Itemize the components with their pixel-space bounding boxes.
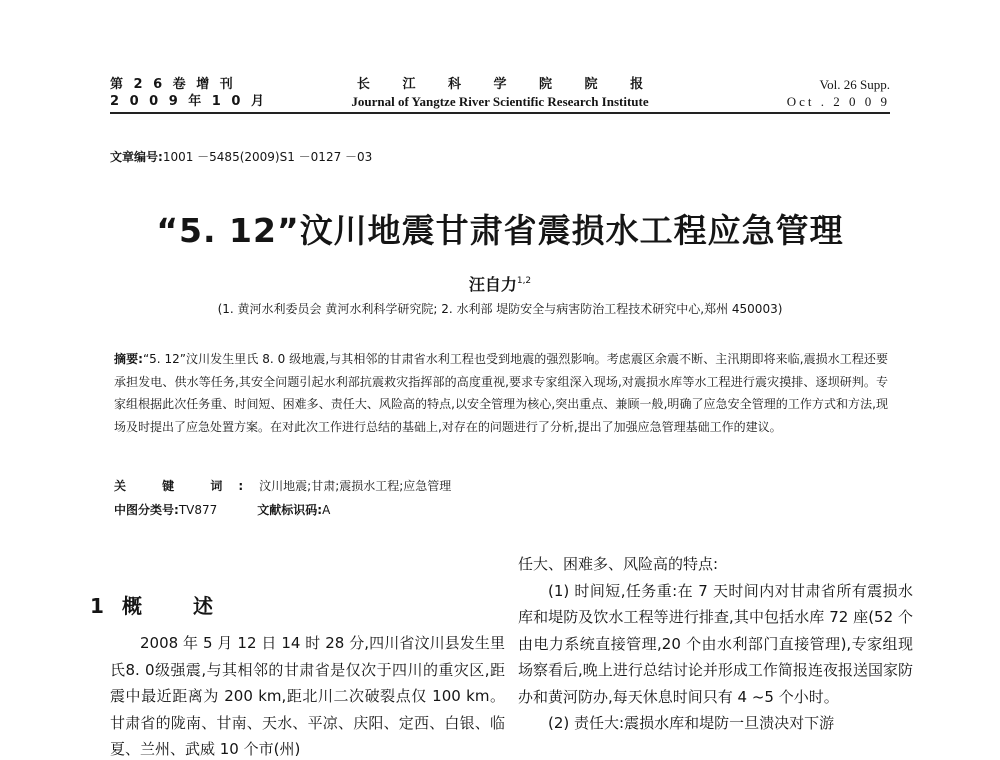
keywords-label: 关 键 词: bbox=[114, 479, 260, 493]
keywords bbox=[114, 477, 451, 494]
article-number-label: 文章编号: bbox=[110, 150, 163, 164]
header-issue-info bbox=[110, 76, 267, 110]
header-volume: 第 2 6 卷 增 刊 bbox=[110, 77, 236, 92]
left-column bbox=[110, 630, 505, 760]
right-paragraph-continued: 任大、困难多、风险高的特点: bbox=[518, 555, 719, 573]
clc-value: TV877 bbox=[178, 503, 218, 517]
article-number-value: 1001 －5485(2009)S1 －0127 －03 bbox=[162, 150, 373, 164]
abstract-text: “5. 12”汶川发生里氏 8. 0 级地震,与其相邻的甘肃省水利工程也受到地震的强烈影响。考虑震区余震不断、主汛期即将来临,震损水工程还要承担发电、供水等任务,其安全问题引起水利部抗震救灾指挥部的高度重视,要求专家组深入现场,对震损水库等水工程进行震灾摸排、逐坝研判。专家组根据此次任务重、时间短、困难多、责任大、风险高的特点,以安全管理为核心,突出重点、兼顾一般,明确了应急安全管理的工作方式和方法,现场及时提出了应急处置方案。在对此次工作进行总结的基础上,对存在的问题进行了分析,提出了加强应急管理基础工作的建议。 bbox=[114, 352, 888, 434]
keywords-text: 汶川地震;甘肃;震损水工程;应急管理 bbox=[259, 479, 452, 493]
section-number: 1 bbox=[90, 594, 106, 618]
section-heading bbox=[90, 590, 235, 619]
header-vol-supp: Vol. 26 Supp. bbox=[819, 77, 890, 92]
author-line bbox=[110, 272, 890, 295]
header-journal bbox=[330, 76, 670, 110]
doc-code-value: A bbox=[322, 503, 331, 517]
classification bbox=[114, 501, 330, 518]
article-number bbox=[110, 148, 372, 165]
journal-name-cn: 长 江 科 学 院 院 报 bbox=[356, 77, 658, 92]
right-column bbox=[518, 551, 913, 737]
header-volume-en bbox=[770, 76, 890, 110]
abstract bbox=[114, 348, 888, 438]
author-affil-mark: 1,2 bbox=[516, 276, 532, 286]
left-paragraph: 2008 年 5 月 12 日 14 时 28 分,四川省汶川县发生里氏8. 0级强震,与其相邻的甘肃省是仅次于四川的重灾区,距震中最近距离为 200 km,距北川二次破裂点仅 100 km。甘肃省的陇南、甘南、天水、平凉、庆阳、定西、白银、临夏、兰州、武威 10 个市(州) bbox=[110, 634, 505, 758]
journal-name-en: Journal of Yangtze River Scientific Research Institute bbox=[351, 94, 649, 109]
affiliation: (1. 黄河水利委员会 黄河水利科学研究院; 2. 水利部 堤防安全与病害防治工程技术研究中心,郑州 450003) bbox=[217, 302, 783, 316]
section-title: 概 述 bbox=[122, 594, 235, 618]
abstract-label: 摘要: bbox=[114, 352, 143, 366]
header-date: 2 0 0 9 年 1 0 月 bbox=[110, 94, 267, 109]
clc-label: 中图分类号: bbox=[114, 503, 179, 517]
header-rule bbox=[110, 112, 890, 114]
doc-code-label: 文献标识码: bbox=[257, 503, 323, 517]
header-month-year: Oct . 2 0 0 9 bbox=[786, 94, 890, 109]
paper-title: “5. 12”汶川地震甘肃省震损水工程应急管理 bbox=[156, 211, 844, 250]
author-name: 汪自力 bbox=[468, 275, 517, 294]
right-paragraph-1: (1) 时间短,任务重:在 7 天时间内对甘肃省所有震损水库和堤防及饮水工程等进行排查,其中包括水库 72 座(52 个由电力系统直接管理,20 个由水利部门直接管理),专家组现场察看后,晚上进行总结讨论并形成工作简报连夜报送国家防办和黄河防办,每天休息时间只有 4 ~5 个小时。 bbox=[518, 581, 913, 706]
right-paragraph-2: (2) 责任大:震损水库和堤防一旦溃决对下游 bbox=[548, 714, 835, 732]
